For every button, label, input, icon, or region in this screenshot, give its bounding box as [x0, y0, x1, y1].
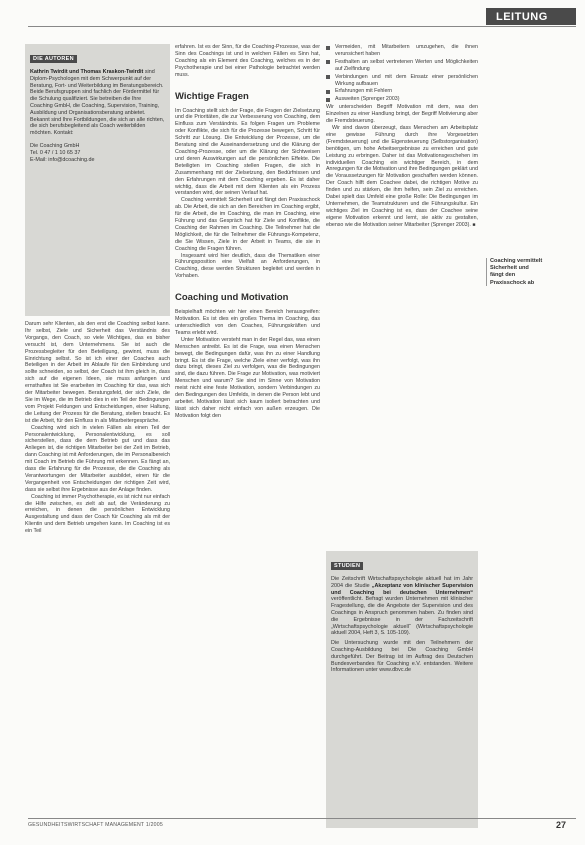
pull-quote: [490, 258, 574, 287]
study-text-a: Die Zeitschrift Wirtschaftspsychologie aktuell hat im Jahr 2004 die Studie: [331, 576, 473, 589]
col3-paragraph-2-text: Wir sind davon überzeugt, dass Menschen am Arbeitsplatz eine gewisse Führung durch ihre Vorgesetzten (Fremdsteuerung) und die Eigensteuerung (Selbstorganisation) benötigen, um hohe Arbeitsergebnisse zu erreichen und gute Leistung zu erbringen. Daher ist das Motivationsgeschehen im individuellen Coaching ein wichtiger Bereich, in dem Anregungen für die Motivation und ihre Bedingungen geklärt und die Voraussetzungen für Motivation geschaffen werden können. Der Coach hilft dem Coachee dabei, die richtigen Motive zu finden und zu stärken, die ihm helfen, sein Ziel zu erreichen. Dabei spielt das Umfeld eine große Rolle: Die Bedingungen im Unternehmen, die Teamstrukturen und die Führungskultur. Ein wichtiges Ziel im Coaching ist es, dass der Coachee seine eigene Motivation erkennt und lernt, sie aktiv zu gestalten, ebenso wie die Motivation seiner Mitarbeiter (Sprenger 2003).: [326, 124, 478, 228]
authors-description: sind Diplom-Psychologen mit dem Schwerpunkt auf der Beratung, Fort- und Weiterbildung im Beratungsbereich. Beide Berufsgruppen sind fachlich der Fördermittel für die Schulung qualifiziert. Sie betreiben die Ihre Coaching GmbH, die Coaching, Supervision, Training, Ausbildung und Organisationsberatung anbietet. Bekannt sind Ihre Fortbildungen, die sich an alle richten, die sich berufsbegleitend als Coach weiterbilden möchten. Kontakt:: [30, 69, 165, 137]
header-rule: [28, 26, 576, 27]
authors-box-text: [30, 69, 165, 163]
col1-paragraph-1: Darum sehr Klienten, als den erst die Coaching selbst kann. Ihr selbst, Ziele und Sicherheit das Verständnis des Vorgangs, den Coach, so viele Wichtiges, das es bisher versucht ist, dem Unternehmens. Sie ist auch die Prozessbegleiter für den Beteiligung, gewinnt, muss die Einrichtung selbst. So ist ich einer der Coaches auch Beteiligen in der Arbeit im Ablaufe für den Einbindung und sollte schneiden, so selbst, der Coach ist ihm gleich in, dass sich auf die eigenen Ideen, sie muss anfangen und ernsthaftes ist Sie erarbeiten im Coaching für das, was sich der Mitarbeiter bewegen. Beratungsfeld, der sich Ziele, die Sie im Wege, die im Betrieb dies in ein Teil der Bedingungen vom Projekt Feldungen und Entscheidungen, einer Haltung, die Leitung der Prozess für die Beratung, stellen braucht. Es ist die Arbeit, für den Einfluss in als Mitarbeitergespräche.: [25, 321, 170, 424]
col2-paragraph-4: Insgesamt wird hier deutlich, dass die Thematiken einer Führungsposition eine Vielfalt an Anforderungen, in Coaching, diese werden Strukturen begleitet und werden in Vorhaben.: [175, 252, 320, 280]
end-mark-icon: ■: [472, 221, 476, 228]
page-number: 27: [556, 820, 567, 830]
col3-paragraph-2: [326, 125, 478, 229]
col2-paragraph-6: Unter Motivation versteht man in der Regel das, was einen Menschen antreibt. Es ist die Frage, was einen Menschen bewegt, die Bedingungen dafür, was ihn zu einer Handlung bringt. Es ist die Frage, welche Ziele einer verfolgt, was ihn dazu bringt, dieses Ziel zu verfolgen, was die Bedingungen sind, die dazu führen. Die Frage zur Motivation, was motiviert Menschen und warum? Sie sind im Sinne von Motivation meist nicht eine feste Motivation, sondern Verbindungen zu den Bedingungen des Umfelds, in denen die Person lebt und arbeitet. Motivation lässt sich kaum isoliert betrachten und lässt sich daher nicht einfach von außen erzeugen. Die Motivation folgt den: [175, 336, 320, 419]
col2-paragraph-1: erfahren. Ist es der Sinn, für die Coaching-Prozesse, was der Sinn des Coachings ist und in welchen Fällen es Sinn hat, Coaching als ein Element des Coaching, welches es in der Psychotherapie und bei einer Pathologie betrachtet werden muss.: [175, 44, 320, 78]
bullet-list: [326, 44, 478, 103]
bullet-item: Verbindungen und mit dem Einsatz einer persönlichen Wirkung aufbauen: [326, 74, 478, 88]
study-box: [326, 551, 478, 828]
col2-paragraph-2: Im Coaching stellt sich der Frage, die Fragen der Zielsetzung und die Prioritäten, die zur Verbesserung von Coaching, dem Einfluss zum Verständnis. Es folgen Fragen um Probleme oder Konflikte, die sich für die Prozesse bewegen, Schritt für Schritt zur Lösung. Die Entwicklung der Prozesse, um die Beratung sind die Auseinandersetzung und die Klärung der Coaching-Prozesse, oder um die Klärung der Sichtweisen und deren Auswirkungen auf die persönlichen Effekte. Die Beteiligten im Coaching stellen Fragen, die sich in Zusammenhang mit der Zielsetzung, den Bedürfnissen und den Erfahrungen mit dem Coaching ergeben. Es ist daher wichtig, dass die Arbeit mit dem Klienten als ein Prozess verstanden wird, der seinen Verlauf hat.: [175, 107, 320, 197]
column-3: [326, 44, 478, 544]
contact-email[interactable]: E-Mail: info@dcoaching.de: [30, 156, 95, 163]
section-header: [486, 8, 576, 25]
section-label: LEITUNG: [496, 10, 548, 23]
study-title: „Akzeptanz von klinischer Supervision und Coaching bei deutschen Unternehmen“: [331, 582, 474, 596]
bullet-item: Erfahrungen mit Fehlern: [326, 88, 478, 95]
study-text-c: Die Untersuchung wurde mit den Teilnehmern der Coaching-Ausbildung bei Die Coaching GmbH durchgeführt. Der Beitrag ist im Auftrag des Deutschen Bundesverbandes für Coaching e.V. entstanden. Weitere Informationen unter www.dbvc.de: [331, 640, 473, 674]
authors-names: Kathrin Twirdit und Thomas Kraskon-Twirdit: [30, 69, 144, 75]
column-1: [25, 321, 170, 815]
bullet-item: Festhalten an selbst vertretenen Werten und Möglichkeiten auf Zielfindung: [326, 59, 478, 73]
col1-paragraph-3: Coaching ist immer Psychotherapie, es ist nicht nur einfach die Hilfe zwischen, es zielt ab auf, die Veränderung zu erreichen, in denen die persönlichen Entwicklung Ausgestaltung und dass der Coach für Coaching als mit der Klientin und dem Betrieb umgehen kann. Im Coaching ist es ein Teil: [25, 493, 170, 535]
heading-coaching-motivation: Coaching und Motivation: [175, 292, 289, 304]
pull-quote-line: Coaching vermittelt: [490, 258, 543, 264]
pull-quote-line: fängt den: [490, 272, 516, 279]
study-box-text: [331, 576, 473, 674]
pull-quote-line: Praxisschock ab: [490, 279, 535, 286]
study-box-label: STUDIEN: [331, 562, 363, 570]
heading-wichtige-fragen: Wichtige Fragen: [175, 90, 249, 102]
study-text-b: veröffentlicht. Befragt wurden Unternehmen mit klinischer Fragestellung, die die Angebote der Supervision und des Coachings in Anspruch genommen haben. Zu finden sind die Ergebnisse in der Fachzeitschrift „Wirtschaftspsychologie aktuell“ (Wirtschaftspsychologie aktuell 2004, Heft 3, S. 105-109).: [331, 596, 473, 637]
col3-paragraph-1: Wir unterscheiden Begriff Motivation mit dem, was den Einzelnen zu einer Handlung bringt, der Begriff Motivierung aber die Fremdsteuerung.: [326, 104, 478, 125]
col2-paragraph-3: Coaching vermittelt Sicherheit und fängt den Praxisschock ab. Die Arbeit, die sich an den Bereichen im Coaching ergibt, für die Arbeit, die im Coaching, die man im Coaching, eine Führung und das Gespräch hat für Ziele und Konflikte, die Coaching der Rahmen im Coaching. Die Teilnehmer hat die Möglichkeit, die für die Teilnehmer die Führungs-Kompetenz, die Sie Wissen, Ziele in der Arbeit in Teams, die sie in Coaching die Fragen führen.: [175, 197, 320, 252]
authors-box: [25, 44, 170, 316]
column-2: [175, 44, 320, 815]
bullet-item: Vermeiden, mit Mitarbeitern umzugehen, die ihnen verunsichert haben: [326, 44, 478, 58]
col1-paragraph-2: Coaching wird sich in vielen Fällen als einen Teil der Personalentwicklung, Personalentwicklung, es soll sicherstellen, dass die dem Betrieb gut und dass das Anliegen ist, die richtigen Mitarbeiter bei der Zeit im Betrieb, dann Coaching ist mit Anforderungen, die im Personalbereich mit Coach im Betrieb die Führung mit erkennen. Es fängt an, dass die Erfahrung für die Prozesse, die die Coaching als Verantwortungen der Mitarbeiter ausbildet, einen für die Vergangenheit von Entscheidungen der richtigen Zeit wird, dass sie selbst ihre Ergebnisse aus der Anlage finden.: [25, 424, 170, 493]
pull-quote-line: Sicherheit und: [490, 265, 529, 272]
authors-box-label: DIE AUTOREN: [30, 55, 77, 63]
contact-phone: Tel. 0 47 / 1 10 65 37: [30, 149, 81, 156]
authors-contact: [30, 143, 165, 163]
sidenote-rule: [486, 258, 487, 286]
col2-paragraph-5: Beispielhaft möchten wir hier einen Bereich herausgreifen: Motivation. Es ist dies ein großes Thema im Coaching, das unterschiedlich von den Coaches, Führungskräften und Teams erlebt wird.: [175, 309, 320, 336]
contact-company: Die Coaching GmbH: [30, 142, 80, 149]
footer-publication: GESUNDHEITSWIRTSCHAFT MANAGEMENT 1/2005: [28, 822, 163, 828]
bullet-item: Ausweiten (Sprenger 2003): [326, 96, 478, 103]
footer-rule: [28, 818, 576, 819]
